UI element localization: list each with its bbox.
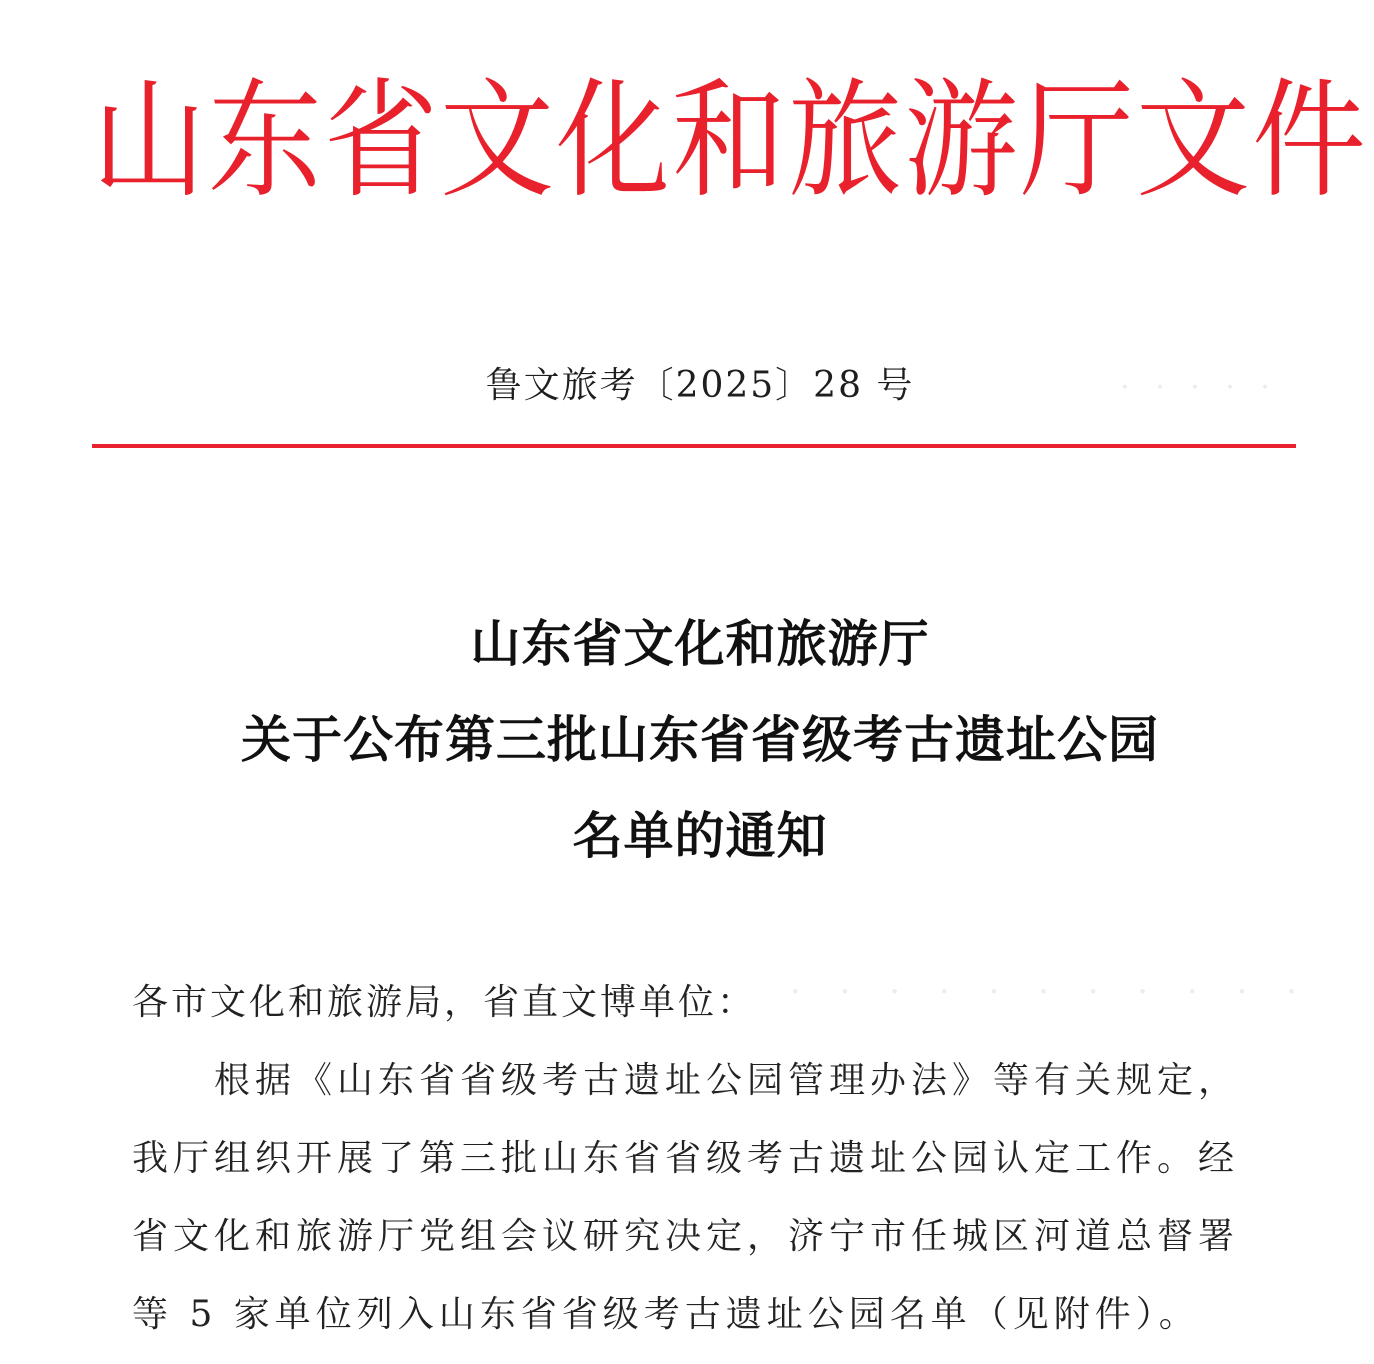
body-line: 省文化和旅游厅党组会议研究决定，济宁市任城区河道总督署 [132, 1216, 1240, 1257]
notice-title [0, 596, 1374, 884]
document-number: 鲁文旅考〔2025〕28 号 [485, 365, 915, 406]
salutation: 各市文化和旅游局，省直文博单位： [132, 982, 757, 1023]
body-line: 等 5 家单位列入山东省省级考古遗址公园名单（见附件）。 [132, 1294, 1200, 1335]
bleed-through-mark: · · · · · · · · · · · [790, 972, 1311, 1012]
red-divider-line [92, 444, 1296, 448]
body-line: 根据《山东省省级考古遗址公园管理办法》等有关规定， [214, 1060, 1240, 1101]
bleed-through-mark: · · · · · [1120, 370, 1278, 405]
notice-body [132, 964, 1292, 1354]
title-line: 名单的通知 [572, 807, 828, 865]
body-line: 我厅组织开展了第三批山东省省级考古遗址公园认定工作。经 [132, 1138, 1240, 1179]
masthead-title: 山东省文化和旅游厅文件 [92, 65, 1369, 215]
title-line: 山东省文化和旅游厅 [470, 615, 930, 673]
title-line: 关于公布第三批山东省省级考古遗址公园 [241, 711, 1159, 769]
